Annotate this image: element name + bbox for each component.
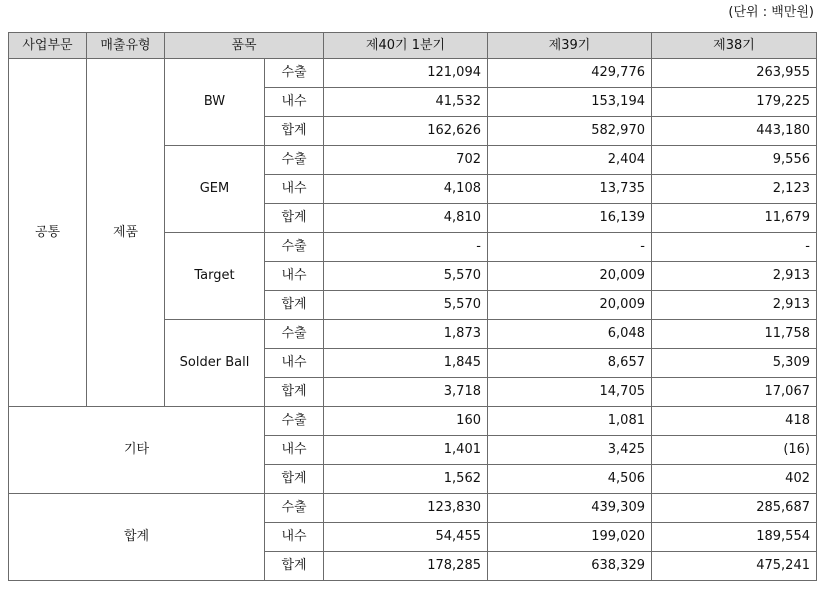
- cell-value: 153,194: [488, 88, 652, 117]
- cell-value: 1,873: [324, 320, 488, 349]
- cell-value: 54,455: [324, 523, 488, 552]
- row-kind: 수출: [265, 146, 324, 175]
- row-kind: 내수: [265, 523, 324, 552]
- header-period-39: 제39기: [488, 33, 652, 59]
- cell-value: 285,687: [652, 494, 817, 523]
- cell-value: 429,776: [488, 59, 652, 88]
- cell-value: 6,048: [488, 320, 652, 349]
- header-period-40-q1: 제40기 1분기: [324, 33, 488, 59]
- segment-other: 기타: [9, 407, 265, 494]
- cell-value: 11,679: [652, 204, 817, 233]
- cell-value: 2,913: [652, 262, 817, 291]
- cell-value: 443,180: [652, 117, 817, 146]
- cell-value: 8,657: [488, 349, 652, 378]
- cell-value: 4,108: [324, 175, 488, 204]
- header-row: [9, 33, 817, 59]
- cell-value: 17,067: [652, 378, 817, 407]
- cell-value: 179,225: [652, 88, 817, 117]
- cell-value: 11,758: [652, 320, 817, 349]
- cell-value: 189,554: [652, 523, 817, 552]
- row-kind: 합계: [265, 465, 324, 494]
- cell-value: 439,309: [488, 494, 652, 523]
- cell-value: 2,123: [652, 175, 817, 204]
- segment-total: 합계: [9, 494, 265, 581]
- row-kind: 내수: [265, 436, 324, 465]
- cell-value: 16,139: [488, 204, 652, 233]
- cell-value: 418: [652, 407, 817, 436]
- sales-type-product: 제품: [87, 59, 165, 407]
- row-kind: 합계: [265, 291, 324, 320]
- cell-value: 1,401: [324, 436, 488, 465]
- cell-value: 3,425: [488, 436, 652, 465]
- table-row: [9, 407, 817, 436]
- unit-label: (단위 : 백만원): [728, 5, 814, 20]
- cell-value: 4,506: [488, 465, 652, 494]
- table-row: [9, 59, 817, 88]
- product-name: Target: [165, 233, 265, 320]
- cell-value: 162,626: [324, 117, 488, 146]
- cell-value: 20,009: [488, 262, 652, 291]
- cell-value: 1,081: [488, 407, 652, 436]
- cell-value: 475,241: [652, 552, 817, 581]
- row-kind: 수출: [265, 320, 324, 349]
- cell-value: (16): [652, 436, 817, 465]
- header-sales-type: 매출유형: [87, 33, 165, 59]
- row-kind: 수출: [265, 233, 324, 262]
- cell-value: 1,562: [324, 465, 488, 494]
- cell-value: 2,913: [652, 291, 817, 320]
- cell-value: 41,532: [324, 88, 488, 117]
- cell-value: 402: [652, 465, 817, 494]
- sales-table: [8, 32, 817, 581]
- product-name: GEM: [165, 146, 265, 233]
- cell-value: 263,955: [652, 59, 817, 88]
- cell-value: 582,970: [488, 117, 652, 146]
- header-item: 품목: [165, 33, 324, 59]
- row-kind: 합계: [265, 552, 324, 581]
- cell-value: 9,556: [652, 146, 817, 175]
- product-name: BW: [165, 59, 265, 146]
- table-row: [9, 494, 817, 523]
- cell-value: 702: [324, 146, 488, 175]
- cell-value: 3,718: [324, 378, 488, 407]
- cell-value: 20,009: [488, 291, 652, 320]
- row-kind: 합계: [265, 204, 324, 233]
- cell-value: 121,094: [324, 59, 488, 88]
- cell-value: 5,570: [324, 262, 488, 291]
- row-kind: 합계: [265, 378, 324, 407]
- row-kind: 내수: [265, 262, 324, 291]
- header-segment: 사업부문: [9, 33, 87, 59]
- cell-value: 178,285: [324, 552, 488, 581]
- row-kind: 내수: [265, 175, 324, 204]
- cell-value: 199,020: [488, 523, 652, 552]
- product-name: Solder Ball: [165, 320, 265, 407]
- cell-value: 1,845: [324, 349, 488, 378]
- segment-common: 공통: [9, 59, 87, 407]
- cell-value: 13,735: [488, 175, 652, 204]
- row-kind: 내수: [265, 88, 324, 117]
- cell-value: -: [652, 233, 817, 262]
- cell-value: 160: [324, 407, 488, 436]
- header-period-38: 제38기: [652, 33, 817, 59]
- cell-value: 4,810: [324, 204, 488, 233]
- cell-value: 5,309: [652, 349, 817, 378]
- row-kind: 수출: [265, 59, 324, 88]
- cell-value: 5,570: [324, 291, 488, 320]
- row-kind: 수출: [265, 494, 324, 523]
- cell-value: 2,404: [488, 146, 652, 175]
- cell-value: 638,329: [488, 552, 652, 581]
- cell-value: -: [324, 233, 488, 262]
- row-kind: 수출: [265, 407, 324, 436]
- cell-value: 123,830: [324, 494, 488, 523]
- cell-value: -: [488, 233, 652, 262]
- row-kind: 합계: [265, 117, 324, 146]
- row-kind: 내수: [265, 349, 324, 378]
- cell-value: 14,705: [488, 378, 652, 407]
